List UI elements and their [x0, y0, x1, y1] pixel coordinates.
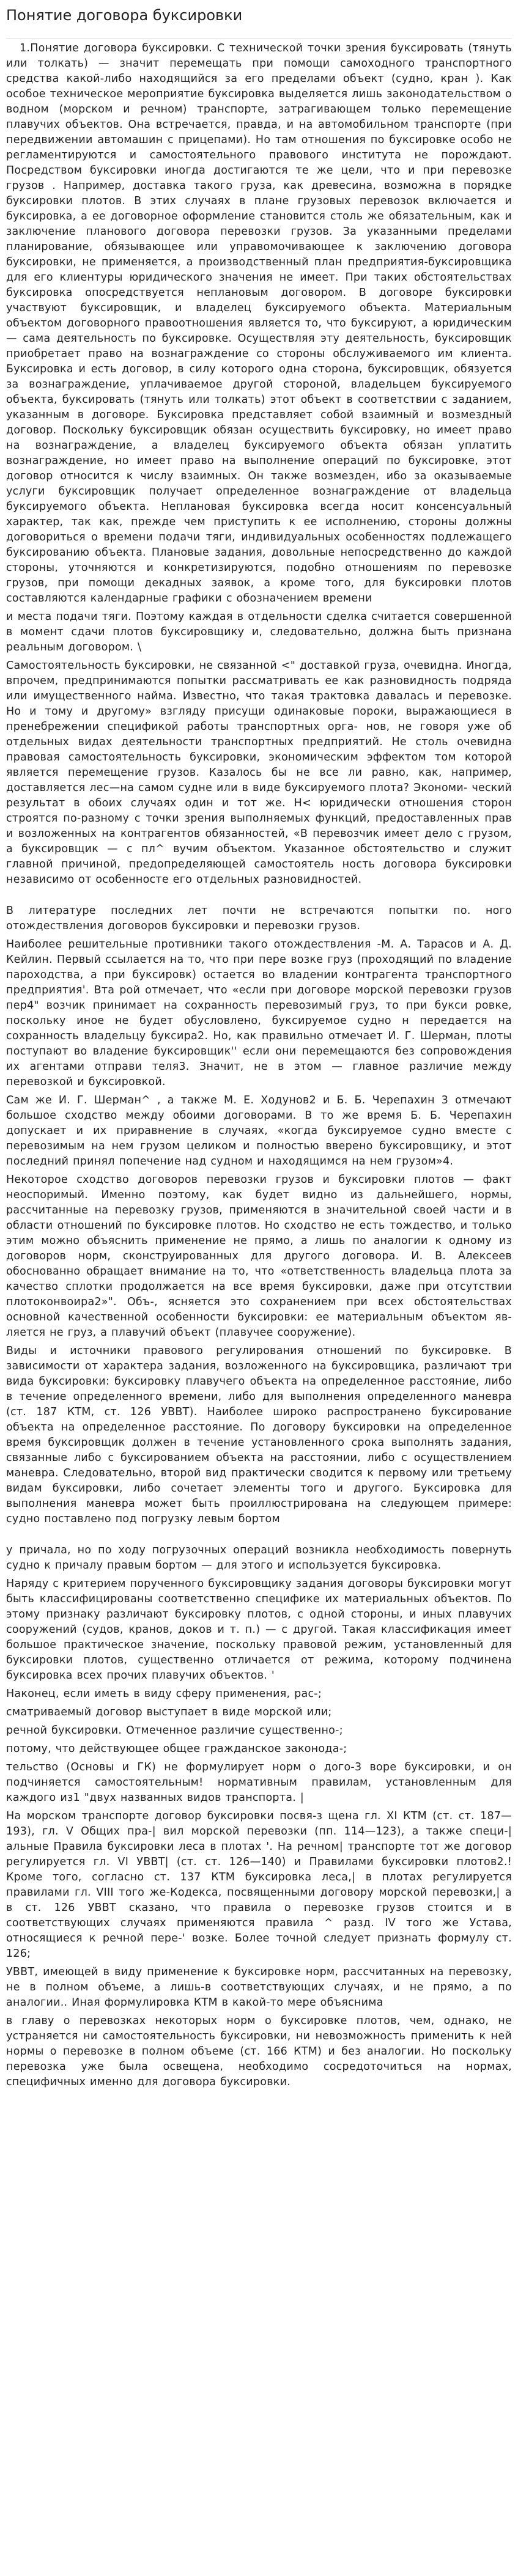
paragraph-legislation: тельство (Основы и ГК) не формулирует норм о дого-3 воре буксировки, и он подчиняется самостоятельным! нормативным правилам, установленным для каждого из1 "двух названных видов транспорта. |: [6, 1761, 512, 1804]
paragraph-independence: Самостоятельность буксировки, не связанной <" доставкой груза, очевидна. Иногда, впрочем, предпринимаются попытки рассматривать ее как разновидность подряда или имущественного найма. Известно, что такая трактовка давалась и перевозке. Но и тому и другому» взгляду присущи одинаковые пороки, выражающиеся в пренебрежении спецификой работы транспортных орга- нов, не говоря уже об отдельных видах деятельности транспортных предприятий. Не столь очевидна правовая самостоятельность буксировки, экономическим эффектом том которой является перемещение грузов. Казалось бы не все ли равно, как, например, доставляется лес—на самом судне или в виде буксируемого плота? Экономи- ческий результат в обоих случаях один и тот же. Н< юридически отношения сторон строятся по-разному с точки зрения выполняемых функций, предоставленных прав и возложенных на контрагентов обязанностей, «В перевозчик имеет дело с грузом, а буксировщик — с пл^ вучим объектом. Указанное обстоятельство и служит главной причиной, предопределяющей самостоятель ность договора буксировки независимо от особенносте его отдельных разновидностей.: [6, 660, 512, 886]
paragraph-intro: 1.Понятие договора буксировки. С технической точки зрения буксировать (тянуть или толкать) — значит перемещать при помощи самоходного транспортного средства какой-либо находящийся за его пределами объект (судно, кран ). Как особое техническое мероприятие буксировка выделяется лишь законодательством о водном (морском и речном) транспорте, затрагивающем только перемещение плавучих объектов. Она встречается, правда, и на автомобильном транспорте (при передвижении автомашин с прицепами). Но там отношения по буксировке особо не регламентируются и самостоятельного правового института не порождают. Посредством буксировки иногда достигаются те же цели, что и при перевозке грузов . Например, доставка такого груза, как древесина, возможна в порядке буксировки плотов. В этих случаях в плане грузовых перевозок включается и буксировка, а ее договорное оформление становится столь же обязательным, как и заключение планового договора перевозки грузов. За указанными пределами планирование, обязывающее или управомочивающее к заключению договора буксировки, не применяется, а производственный план предприятия-буксировщика для его клиентуры юридического значения не имеет. При таких обстоятельствах буксировка опосредствуется неплановым договором. В договоре буксировки участвуют буксировщик, и владелец буксируемого объекта. Материальным объектом договорного правоотношения является то, что буксируют, а юридическим — сама деятельность по буксировке. Осуществляя эту деятельность, буксировщик приобретает право на вознаграждение со стороны обслуживаемого им клиента. Буксировка и есть договор, в силу которого одна сторона, буксировщик, обязуется за вознаграждение, уплачиваемое другой стороной, владельцем буксируемого объекта, буксировать (тянуть или толкать) этот объект в соответствии с заданием, указанным в договоре. Буксировка представляет собой взаимный и возмездный договор. Поскольку буксировщик обязан осуществить буксировку, но имеет право на вознаграждение, а владелец буксируемого объекта обязан уплатить вознаграждение, но имеет право на выполнение операций по буксировке, этот договор относится к числу взаимных. Он также возмезден, ибо за оказываемые услуги буксировщик получает определенное вознаграждение от владельца буксируемого объекта. Неплановая буксировка всегда носит консенсуальный характер, так как, прежде чем приступить к ее исполнению, стороны должны договориться о времени подачи тяги, индивидуальных особенностях подлежащего буксированию объекта. Плановые задания, довольные непосредственно до каждой стороны, уточняются и конкретизируются, подобно отношениям по перевозке грузов, при помощи декадных заявок, а кроме того, для буксировки плотов составляются календарные графики с обозначением времени: [6, 42, 512, 605]
paragraph-literature: В литературе последних лет почти не встречаются попытки по. ного отождествления договоров буксировки и перевозки грузов.: [6, 905, 512, 932]
paragraph-sphere-4: потому, что действующее общее гражданское законода-;: [6, 1743, 347, 1755]
paragraph-opponents: Наиболее решительные противники такого отождествления -М. А. Тарасов и А. Д. Кейлин. Первый ссылается на то, что при пере возке груз (проходящий по владение пароходства, а при буксировк) остается во владении контрагента транспортного предприятия'. Вта рой отмечает, что «если при договоре морской перевозки грузов пер4" возчик принимает на сохранность перевозимый груз, то при букси ровке, поскольку иное не будет обусловлено, буксируемое судно н передается на сохранность владельцу буксира2. Но, как правильно отмечает И. Г. Шерман, плоты поступают во владение буксировщик'' если они перемещаются без сопровождения их агентами отправи теля3. Значит, не в этом — главное различие между перевозкой и буксировкой.: [6, 938, 512, 1088]
paragraph-sphere-1: Наконец, если иметь в виду сферу применения, рас-;: [6, 1688, 322, 1700]
paragraph-sphere-2: сматриваемый договор выступает в виде морской или;: [6, 1706, 332, 1718]
paragraph-conclusion: в главу о перевозках некоторых норм о буксировке плотов, чем, однако, не устраняется ни самостоятельность буксировки, ни невозможность применить к ней нормы о перевозке в полном объеме (ст. 166 КТМ) и без аналогии. Но поскольку перевозка уже была освещена, необходимо сосредоточиться на нормах, специфичных именно для договора буксировки.: [6, 2015, 512, 2088]
paragraph-sherman: Сам же И. Г. Шерман^ , а также М. Е. Ходунов2 и Б. Б. Черепахин 3 отмечают большое сходство между обоими договорами. В то же время Б. Б. Черепахин допускает и их приравнение в случаях, «когда буксируемое судно вместе с перевозимым на нем грузом целиком и полностью вверено буксировщику, и этот последний принял попечение над судном и находящимся на нем грузом»4.: [6, 1094, 512, 1168]
title-divider: [6, 38, 512, 39]
paragraph-berth: у причала, но по ходу погрузочных операций возникла необходимость повернуть судно к причалу правым бортом — для этого и используется буксировка.: [6, 1544, 512, 1572]
paragraph-types: Виды и источники правового регулирования отношений по буксировке. В зависимости от характера задания, возложенного на буксировщика, различают три вида буксировки: буксировку плавучего объекта на определенное расстояние, либо в течение определенного времени, либо для выполнения определенного маневра (ст. 187 КТМ, ст. 126 УВВТ). Наиболее широко распространено буксирование объекта на определенное расстояние. По договору буксировки на определенное время буксировщик должен в течение установленного срока выполнять задания, связанные либо с буксированием объекта на расстоянии, либо с осуществлением маневра. Следовательно, второй вид практически сводится к первому или третьему видам буксировки, либо сочетает элементы того и другого. Буксировка для выполнения маневра может быть проиллюстрирована на следующем примере: судно поставлено под погрузку левым бортом: [6, 1345, 512, 1525]
paragraph-similarity: Некоторое сходство договоров перевозки грузов и буксировки плотов — факт неоспоримый. Именно поэтому, как будет видно из дальнейшего, нормы, рассчитанные на перевозку грузов, применяются в значительной своей части и в области отношений по буксировке плотов. Но сходство не есть тождество, и только этим можно объяснить применение не прямо, а лишь по аналогии к одному из договоров норм, сконструированных для другого договора. И. В. Алексеев обоснованно обращает внимание на то, что «ответственность владельца плота за качество сплотки продолжается на все время буксировки, даже при отсутствии плотоконвоира2»". Объ-, ясняется это сохранением при всех обстоятельствах основной качественной особенности буксировки: ее материальным объектом яв-ляется не груз, а плавучий объект (плавучее сооружение).: [6, 1174, 512, 1339]
page-title: Понятие договора буксировки: [6, 7, 243, 24]
paragraph-classification: Наряду с критерием порученного буксировщику задания договоры буксировки могут быть классифицированы соответственно специфике их материальных объектов. По этому признаку различают буксировку плотов, с одной стороны, и иных плавучих сооружений (судов, кранов, доков и т. п.) — с другой. Такая классификация имеет большое практическое значение, поскольку правовой режим, установленный для буксировки плотов, существенно отличается от режима, которому подчинена буксировка всех прочих плавучих объектов. ': [6, 1578, 512, 1682]
paragraph-maritime: На морском транспорте договор буксировки посвя-з щена гл. XI КТМ (ст. ст. 187—193), гл. V Общих пра-| вил морской перевозки (пп. 114—123), а также специ-| альные Правила буксировки леса в плотах '. На речном| транспорте тот же договор регулируется гл. VI УВВТ| (ст. ст. 126—140) и Правилами буксировки плотов2.! Кроме того, согласно ст. 137 КТМ буксировка леса,| в плотах регулируется правилами гл. VIII того же-Кодекса, посвященными договору морской перевозки,| а в ст. 126 УВВТ сказано, что правила о перевозке грузов стоится и в соответствующих случаях применяются правила ^ разд. IV того же Устава, относящиеся к речной пере-' возке. Более точной следует признать формулу ст. 126;: [6, 1810, 512, 1960]
paragraph-sphere-3: речной буксировки. Отмеченное различие существенно-;: [6, 1724, 343, 1737]
paragraph-uvvt: УВВТ, имеющей в виду применение к буксировке норм, рассчитанных на перевозку, не в полном объеме, а лишь-в соответствующих случаях, и не прямо, а по аналогии.. Иная формулировка КТМ в какой-то мере объяснима: [6, 1966, 512, 2009]
paragraph-place-of-delivery: и места подачи тяги. Поэтому каждая в отдельности сделка считается совершенной в момент сдачи плотов буксировщику и, следовательно, должна быть признана реальным договором. \: [6, 611, 512, 653]
